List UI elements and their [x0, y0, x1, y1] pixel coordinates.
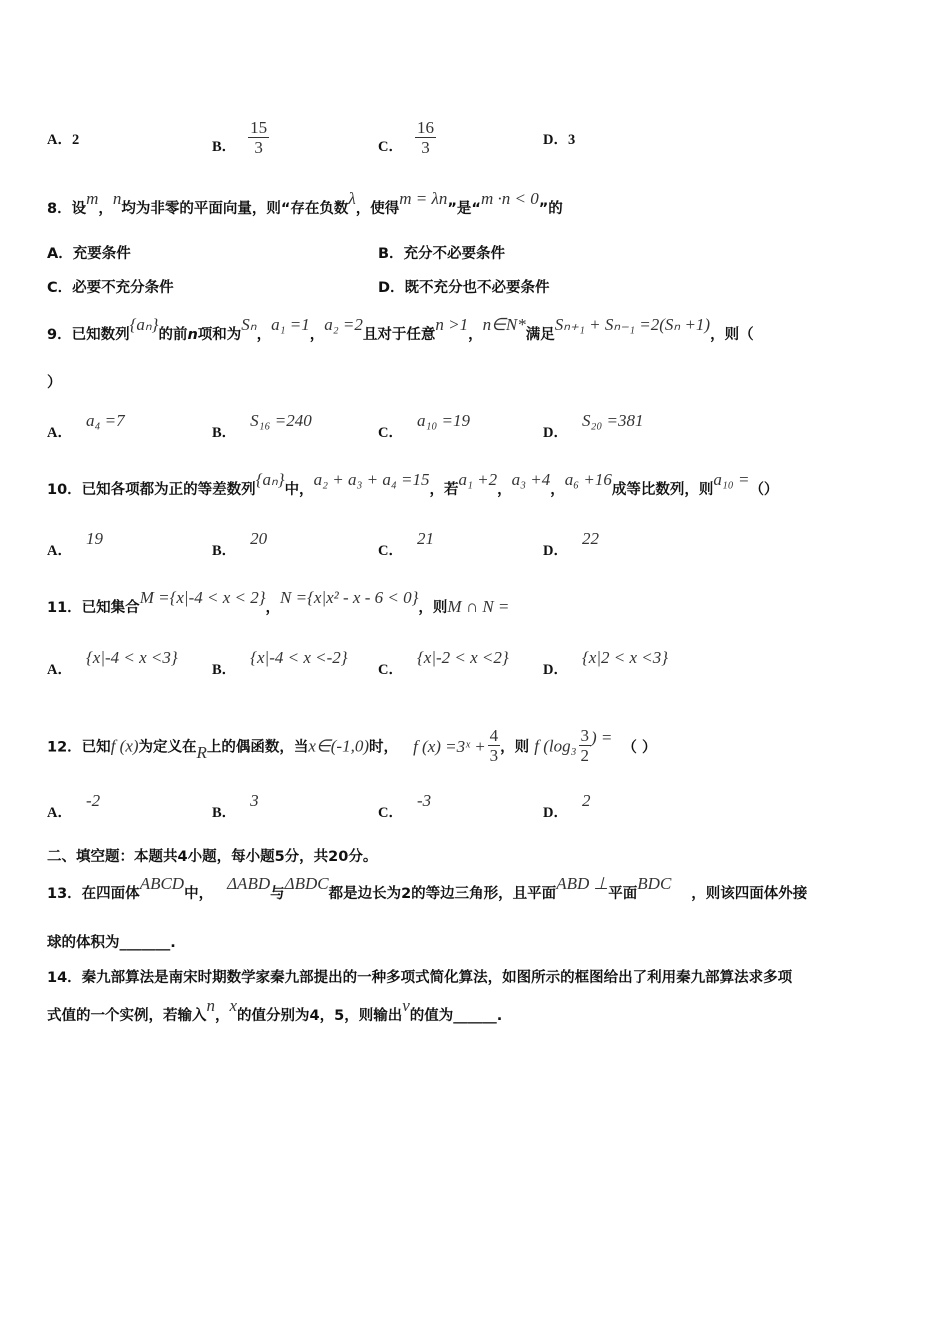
- math: n >1: [435, 315, 469, 334]
- math: f (x): [110, 736, 139, 756]
- option-value: 3: [250, 791, 259, 810]
- text: ，: [256, 327, 272, 343]
- text: 12．已知: [47, 739, 111, 756]
- q10-stem: [47, 470, 779, 500]
- option-label: A．: [47, 805, 72, 821]
- denominator: 3: [254, 138, 263, 157]
- q8-option-d: [378, 278, 550, 298]
- q7-option-a: [47, 128, 79, 149]
- text: ，若: [429, 482, 459, 498]
- text: （）: [749, 482, 779, 498]
- math: M ={x|-4 < x < 2}: [139, 588, 266, 607]
- q11-stem: [47, 588, 510, 618]
- text: （ ）: [622, 739, 657, 756]
- section-heading: 二、填空题：本题共4小题，每小题5分，共20分。: [47, 849, 378, 865]
- text: ，: [98, 201, 113, 217]
- math: n: [112, 189, 122, 208]
- text: ，: [309, 327, 325, 343]
- numerator: 15: [250, 118, 268, 137]
- option-label: D．: [543, 662, 568, 678]
- text: ，: [497, 482, 512, 498]
- math: m: [86, 189, 99, 208]
- option-value: S₁₆ =240: [250, 411, 312, 430]
- text: 与: [270, 886, 285, 902]
- q10-option-d: [543, 529, 599, 560]
- option-value: a₁₀ =19: [416, 411, 471, 430]
- math: n: [187, 327, 198, 343]
- denominator: 2: [580, 746, 590, 765]
- option-label: A．: [47, 543, 72, 559]
- option-label: B．: [212, 543, 237, 559]
- text: 13．在四面体: [47, 886, 140, 902]
- text: ，则: [500, 739, 530, 756]
- text: ，则（: [710, 327, 754, 343]
- q11-option-b: [212, 648, 348, 679]
- text: 均为非零的平面向量，则“存在负数: [121, 201, 349, 217]
- text: 中，: [284, 482, 314, 498]
- option-value: S₂₀ =381: [581, 411, 644, 430]
- q9-option-c: [378, 411, 471, 442]
- math: m ·n < 0: [480, 189, 539, 208]
- option-value: 20: [250, 529, 268, 548]
- math: x∈(-1,0): [308, 736, 370, 756]
- math: v: [402, 996, 410, 1015]
- math: {aₙ}: [129, 315, 159, 334]
- option-text: 充要条件: [72, 246, 131, 262]
- math: f (x) =3ˣ +: [413, 736, 486, 756]
- text: 9．已知数列: [47, 327, 130, 343]
- math: ABCD: [139, 874, 185, 893]
- math: n∈N*: [482, 315, 526, 334]
- option-label: B．: [378, 246, 404, 262]
- math: a₆ +16: [564, 470, 612, 489]
- q12-option-c: [378, 791, 432, 822]
- option-label: C．: [378, 805, 403, 821]
- option-label: C．: [378, 662, 403, 678]
- text: 且对于任意: [362, 327, 436, 343]
- text: ，: [468, 327, 483, 343]
- q12-option-b: [212, 791, 259, 822]
- math: ΔBDC: [284, 874, 329, 893]
- denominator: 3: [489, 746, 499, 765]
- option-value: 21: [416, 529, 434, 548]
- option-value: -3: [416, 791, 432, 810]
- q13-stem: [47, 874, 808, 904]
- option-text: 充分不必要条件: [403, 246, 506, 262]
- option-value: 2: [71, 132, 80, 148]
- text: 时，: [369, 739, 399, 756]
- math: {aₙ}: [255, 470, 285, 489]
- q7-option-b: [212, 118, 269, 167]
- numerator: 4: [489, 726, 499, 745]
- text: 平面: [608, 886, 638, 902]
- text: 11．已知集合: [47, 600, 140, 616]
- q14-line2: [47, 996, 503, 1026]
- numerator: 3: [580, 726, 590, 745]
- math: f (log₃: [534, 736, 577, 756]
- option-label: A．: [47, 132, 72, 148]
- option-label: C．: [378, 425, 403, 441]
- option-value: a₄ =7: [85, 411, 125, 430]
- option-label: B．: [212, 138, 237, 155]
- q9-stem: [47, 315, 754, 345]
- math: n: [206, 996, 215, 1015]
- q11-option-a: [47, 648, 178, 679]
- option-value: -2: [85, 791, 101, 810]
- q8-option-a: [47, 244, 131, 264]
- option-label: A．: [47, 425, 72, 441]
- fraction: [248, 118, 269, 157]
- math: BDC: [637, 874, 672, 893]
- math: a₁ +2: [458, 470, 498, 489]
- option-value: {x|2 < x <3}: [581, 648, 669, 667]
- text: 10．已知各项都为正的等差数列: [47, 482, 256, 498]
- text: 项和为: [197, 327, 242, 343]
- math: a₁ =1: [271, 315, 310, 334]
- text: 为定义在: [138, 739, 197, 756]
- option-text: 既不充分也不必要条件: [404, 280, 550, 296]
- text: 的值分别为4，5，则输出: [237, 1008, 403, 1024]
- option-label: B．: [212, 425, 237, 441]
- q12-option-a: [47, 791, 101, 822]
- text: 中，: [184, 886, 214, 902]
- text: ，: [215, 1008, 230, 1024]
- q8-option-b: [378, 244, 505, 264]
- q9-option-b: [212, 411, 312, 442]
- math: Sₙ: [241, 315, 257, 334]
- fraction: [415, 118, 436, 157]
- q12-stem: [47, 728, 656, 767]
- math: N ={x|x² - x - 6 < 0}: [280, 588, 419, 607]
- q13-line2: 球的体积为_______.: [47, 935, 176, 951]
- q8-stem: [47, 189, 563, 219]
- option-label: B．: [212, 662, 237, 678]
- option-value: {x|-4 < x <3}: [85, 648, 178, 667]
- q9-option-a: [47, 411, 125, 442]
- fraction: [579, 726, 592, 765]
- option-value: 3: [567, 132, 576, 148]
- option-label: D．: [543, 425, 568, 441]
- q14-line1: 14．秦九部算法是南宋时期数学家秦九部提出的一种多项式简化算法，如图所示的框图给出了利用秦九部算法求多项: [47, 970, 793, 986]
- math: a₂ =2: [324, 315, 363, 334]
- q9-option-d: [543, 411, 644, 442]
- q12-option-d: [543, 791, 591, 822]
- text: ，则该四面体外接: [691, 886, 808, 902]
- fraction: [488, 726, 501, 765]
- numerator: 16: [416, 118, 434, 137]
- text: 成等比数列，则: [611, 482, 714, 498]
- q9-close-paren: ）: [47, 375, 62, 391]
- option-label: C．: [47, 280, 73, 296]
- option-label: D．: [543, 543, 568, 559]
- math: Sₙ₊₁ + Sₙ₋₁ =2(Sₙ +1): [554, 315, 711, 334]
- math: a₁₀ =: [713, 470, 750, 489]
- option-value: 22: [581, 529, 599, 548]
- text: 都是边长为2的等边三角形，且平面: [328, 886, 557, 902]
- math: a₃ +4: [511, 470, 551, 489]
- text: 的值为______.: [409, 1008, 503, 1024]
- q7-option-c: [378, 118, 436, 167]
- option-label: B．: [212, 805, 237, 821]
- math: a₂ + a₃ + a₄ =15: [313, 470, 430, 489]
- option-label: D．: [543, 132, 568, 148]
- math: ) =: [591, 727, 613, 747]
- text: 8．设: [47, 201, 87, 217]
- option-value: 2: [581, 791, 591, 810]
- text: 满足: [525, 327, 555, 343]
- option-value: {x|-4 < x <-2}: [250, 648, 348, 667]
- q8-option-c: [47, 278, 174, 298]
- option-label: D．: [378, 280, 405, 296]
- option-text: 必要不充分条件: [72, 280, 174, 296]
- text: ，: [550, 482, 565, 498]
- q10-option-a: [47, 529, 103, 560]
- option-label: A．: [47, 662, 72, 678]
- text: 式值的一个实例，若输入: [47, 1008, 207, 1024]
- text: ”是“: [447, 201, 481, 217]
- option-label: C．: [378, 138, 403, 155]
- math: R: [196, 742, 207, 762]
- math: ABD ⊥: [556, 874, 609, 893]
- q11-option-d: [543, 648, 669, 679]
- text: ”的: [538, 201, 563, 217]
- math: ΔABD: [227, 874, 271, 893]
- text: ，使得: [355, 201, 400, 217]
- denominator: 3: [421, 138, 430, 157]
- q7-option-d: [543, 128, 575, 149]
- math: λ: [348, 189, 356, 208]
- q11-option-c: [378, 648, 509, 679]
- text: 上的偶函数，当: [206, 739, 309, 756]
- math: m = λn: [399, 189, 448, 208]
- math: x: [229, 996, 238, 1015]
- option-value: 19: [85, 529, 103, 548]
- option-value: {x|-2 < x <2}: [416, 648, 509, 667]
- option-label: D．: [543, 805, 568, 821]
- q10-option-b: [212, 529, 268, 560]
- text: ，: [265, 600, 281, 616]
- text: 的前: [158, 327, 188, 343]
- text: ，则: [418, 600, 448, 616]
- math: M ∩ N =: [447, 597, 510, 616]
- option-label: C．: [378, 543, 403, 559]
- q10-option-c: [378, 529, 434, 560]
- option-label: A．: [47, 246, 73, 262]
